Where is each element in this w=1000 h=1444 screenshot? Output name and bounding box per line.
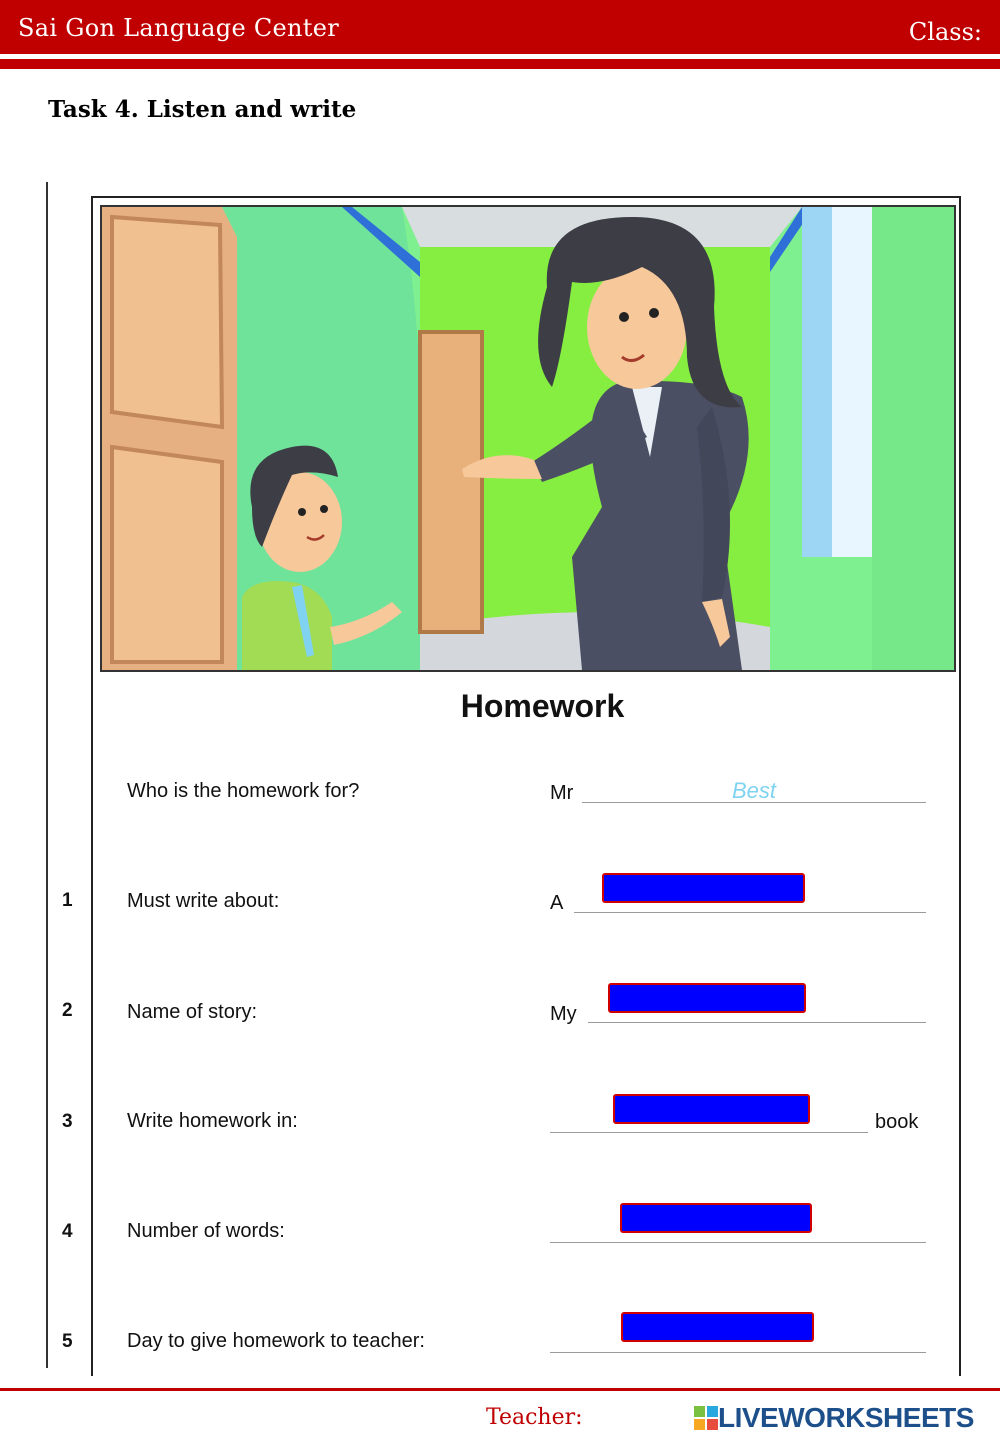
item-question: Must write about: bbox=[127, 890, 280, 912]
answer-input-3[interactable] bbox=[613, 1094, 810, 1124]
example-question: Who is the homework for? bbox=[127, 780, 360, 802]
answer-input-1[interactable] bbox=[602, 873, 805, 903]
answer-line bbox=[550, 1132, 868, 1133]
answer-input-4[interactable] bbox=[620, 1203, 812, 1233]
answer-line bbox=[550, 1242, 926, 1243]
worksheet-title: Homework bbox=[460, 688, 625, 724]
classroom-illustration bbox=[100, 205, 956, 672]
example-prefix: Mr bbox=[550, 782, 574, 804]
answer-line bbox=[588, 1022, 926, 1023]
item-prefix: My bbox=[550, 1003, 577, 1025]
item-number: 3 bbox=[62, 1111, 73, 1132]
item-question: Day to give homework to teacher: bbox=[127, 1330, 425, 1352]
item-suffix: book bbox=[875, 1111, 919, 1133]
item-number: 5 bbox=[62, 1331, 73, 1352]
answer-input-2[interactable] bbox=[608, 983, 806, 1013]
item-question: Write homework in: bbox=[127, 1110, 298, 1132]
answer-line bbox=[550, 1352, 926, 1353]
liveworksheets-logo-icon bbox=[694, 1406, 718, 1430]
item-number: 4 bbox=[62, 1221, 73, 1242]
answer-input-5[interactable] bbox=[621, 1312, 814, 1342]
class-label: Class: bbox=[908, 18, 982, 46]
item-question: Number of words: bbox=[127, 1220, 285, 1242]
header-bar bbox=[0, 0, 1000, 54]
brand-name: LIVEWORKSHEETS bbox=[718, 1402, 974, 1433]
illustration-svg bbox=[102, 207, 954, 670]
left-margin-rule bbox=[46, 182, 48, 1368]
center-name: Sai Gon Language Center bbox=[18, 14, 340, 42]
item-prefix: A bbox=[550, 892, 564, 914]
task-title: Task 4. Listen and write bbox=[48, 96, 357, 123]
header-divider bbox=[0, 59, 1000, 69]
item-number: 1 bbox=[62, 890, 73, 911]
teacher-label: Teacher: bbox=[486, 1405, 583, 1430]
example-answer: Best bbox=[732, 778, 777, 803]
answer-line bbox=[574, 912, 926, 913]
item-number: 2 bbox=[62, 1000, 73, 1021]
footer-divider bbox=[0, 1388, 1000, 1391]
item-question: Name of story: bbox=[127, 1001, 258, 1023]
liveworksheets-brand[interactable] bbox=[694, 1402, 974, 1434]
